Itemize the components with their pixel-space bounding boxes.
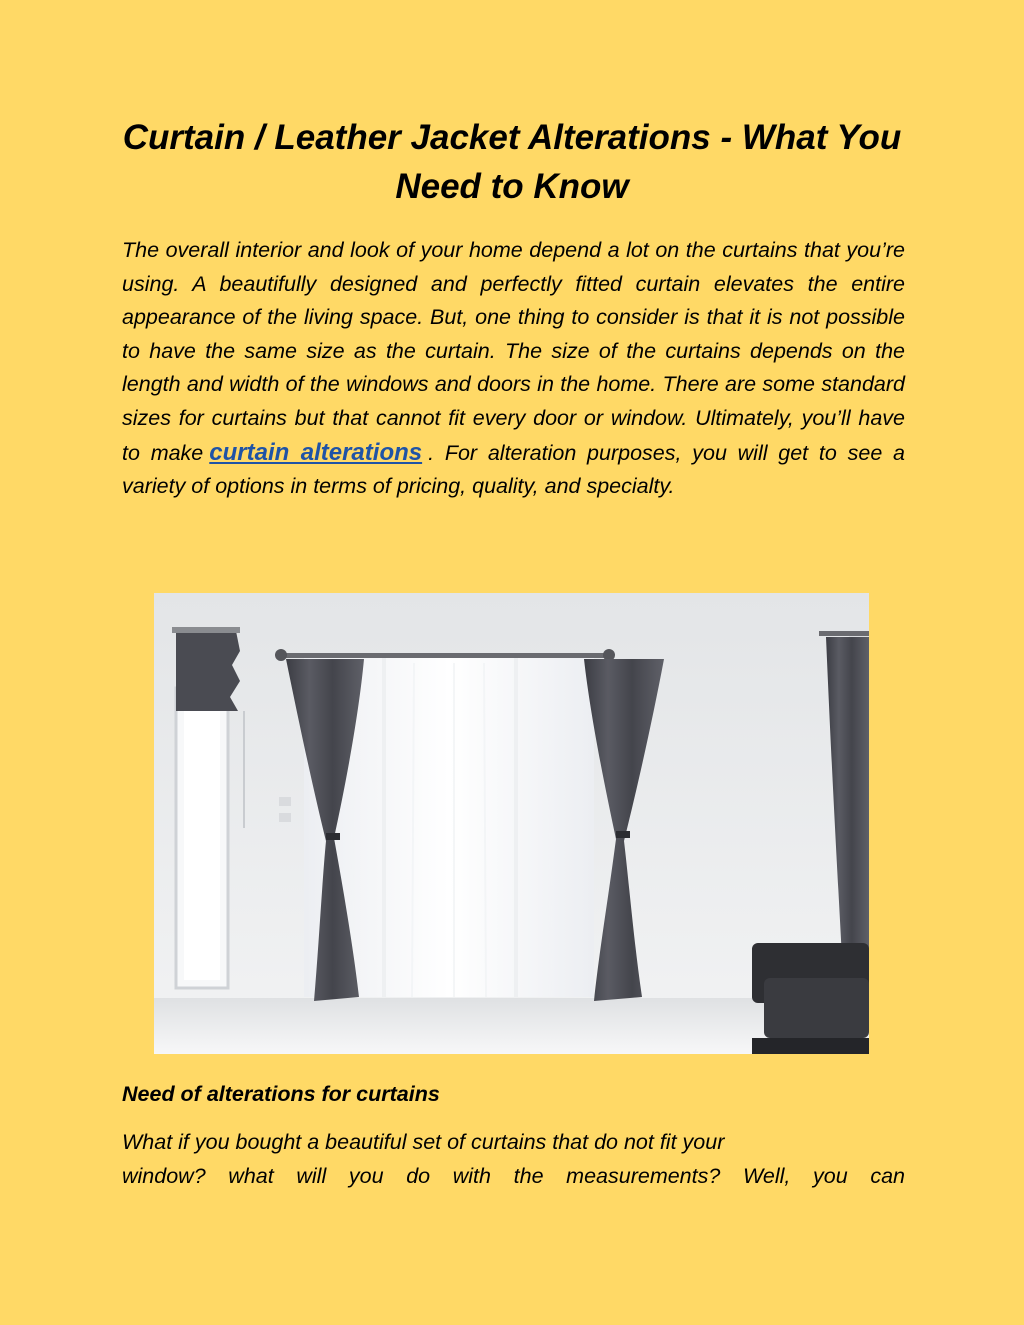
intro-text-before-link: The overall interior and look of your home depend a lot on the curtains that you’re using. A beautifully designed and perfectly fitted curtain elevates the entire appearance of the living space. But, one thing to consider is that it is not possible to have the same size as the curtain. The size of the curtains depends on the length and width of the windows and doors in the home. There are some standard sizes for curtains but that cannot fit every door or window. Ultimately, you’ll have to make bbox=[122, 238, 905, 465]
intro-text-after-link: . For alteration purposes, you will get to see a variety of options in terms of pricing, quality, and specialty. bbox=[122, 440, 905, 499]
section-heading: Need of alterations for curtains bbox=[122, 1082, 440, 1106]
curtain-alterations-link[interactable]: curtain alterations bbox=[209, 438, 423, 466]
curtain-room-photo bbox=[154, 593, 869, 1054]
body-line-1: What if you bought a beautiful set of curtains that do not fit your bbox=[122, 1130, 725, 1154]
intro-paragraph bbox=[122, 234, 905, 504]
page-title: Curtain / Leather Jacket Alterations - What You Need to Know bbox=[122, 118, 902, 206]
body-line-2: window? what will you do with the measurements? Well, you can bbox=[122, 1163, 905, 1188]
body-paragraph bbox=[122, 1126, 905, 1193]
